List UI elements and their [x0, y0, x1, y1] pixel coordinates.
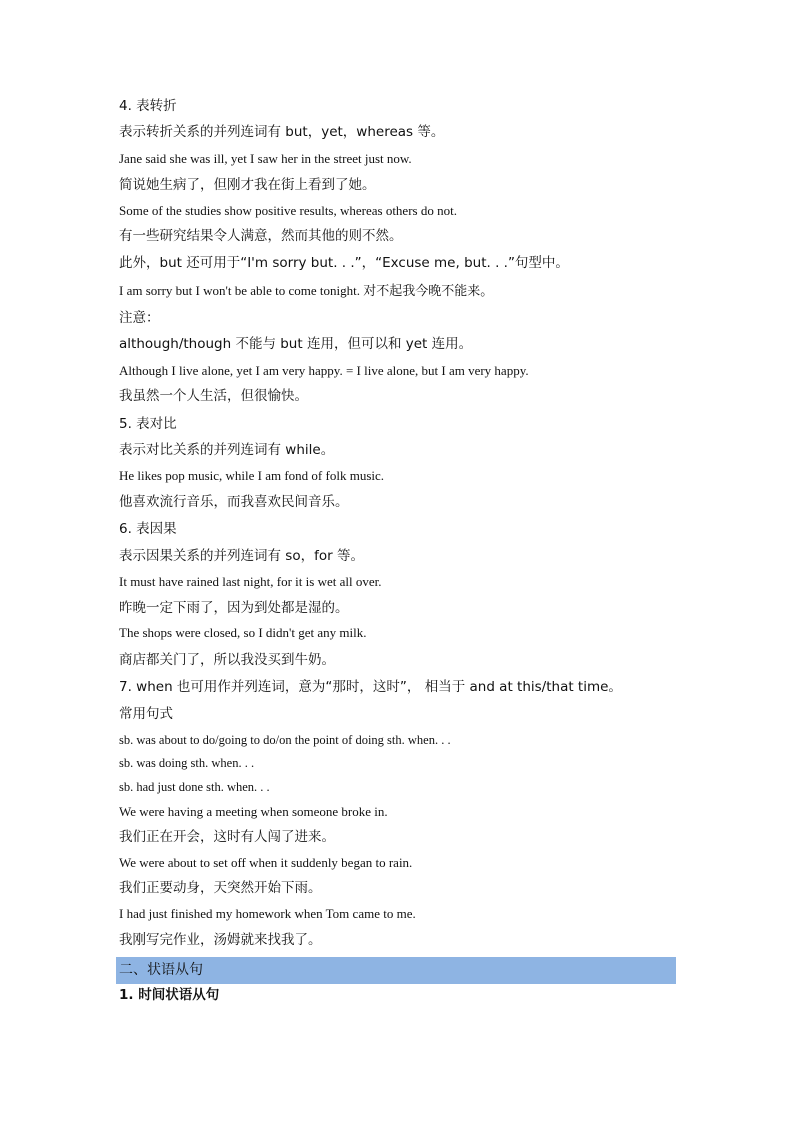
- section-heading-bar: [116, 957, 676, 984]
- example-sentence: Some of the studies show positive results, whereas others do not.: [119, 203, 457, 218]
- text-line: 常用句式: [119, 706, 173, 722]
- translation-line: 他喜欢流行音乐，而我喜欢民间音乐。: [119, 494, 349, 510]
- example-sentence: Jane said she was ill, yet I saw her in the street just now.: [119, 151, 412, 166]
- example-sentence: It must have rained last night, for it is wet all over.: [119, 574, 382, 589]
- text-line: although/though 不能与 but 连用，但可以和 yet 连用。: [119, 336, 473, 352]
- example-sentence: We were about to set off when it suddenly began to rain.: [119, 855, 413, 870]
- translation-line: 我们正在开会，这时有人闯了进来。: [119, 829, 335, 845]
- text-line: 此外，but 还可用于“I'm sorry but. . .”，“Excuse me, but. . .”句型中。: [119, 255, 569, 271]
- example-sentence: I had just finished my homework when Tom came to me.: [119, 906, 416, 921]
- note-label: 注意：: [119, 310, 160, 326]
- text-line: 表示因果关系的并列连词有 so，for 等。: [119, 548, 364, 564]
- example-sentence: We were having a meeting when someone broke in.: [119, 804, 388, 819]
- pattern-line: sb. was about to do/going to do/on the point of doing sth. when. . .: [119, 733, 451, 747]
- subheading: 1. 时间状语从句: [119, 987, 220, 1003]
- heading-comparison: 5. 表对比: [119, 416, 177, 432]
- translation-line: 我刚写完作业，汤姆就来找我了。: [119, 932, 322, 948]
- example-sentence: Although I live alone, yet I am very happy. = I live alone, but I am very happy.: [119, 363, 529, 378]
- translation-line: 简说她生病了，但刚才我在街上看到了她。: [119, 177, 376, 193]
- section-heading: 二、状语从句: [119, 962, 203, 978]
- translation-line: 有一些研究结果令人满意，然而其他的则不然。: [119, 228, 403, 244]
- pattern-line: sb. had just done sth. when. . .: [119, 780, 270, 794]
- text-line: 表示对比关系的并列连词有 while。: [119, 442, 335, 458]
- pattern-line: sb. was doing sth. when. . .: [119, 756, 255, 770]
- heading-when: 7. when 也可用作并列连词，意为“那时，这时”， 相当于 and at this/that time。: [119, 679, 622, 695]
- heading-cause-effect: 6. 表因果: [119, 521, 177, 537]
- text-line: 表示转折关系的并列连词有 but，yet，whereas 等。: [119, 124, 445, 140]
- translation-line: 我虽然一个人生活，但很愉快。: [119, 388, 308, 404]
- translation-line: 商店都关门了，所以我没买到牛奶。: [119, 652, 335, 668]
- translation-line: 我们正要动身，天突然开始下雨。: [119, 880, 322, 896]
- example-sentence: The shops were closed, so I didn't get any milk.: [119, 625, 367, 640]
- translation-line: 昨晚一定下雨了，因为到处都是湿的。: [119, 600, 349, 616]
- heading-contrast: 4. 表转折: [119, 98, 177, 114]
- example-sentence: I am sorry but I won't be able to come tonight. 对不起我今晚不能来。: [119, 283, 494, 298]
- example-sentence: He likes pop music, while I am fond of folk music.: [119, 468, 385, 483]
